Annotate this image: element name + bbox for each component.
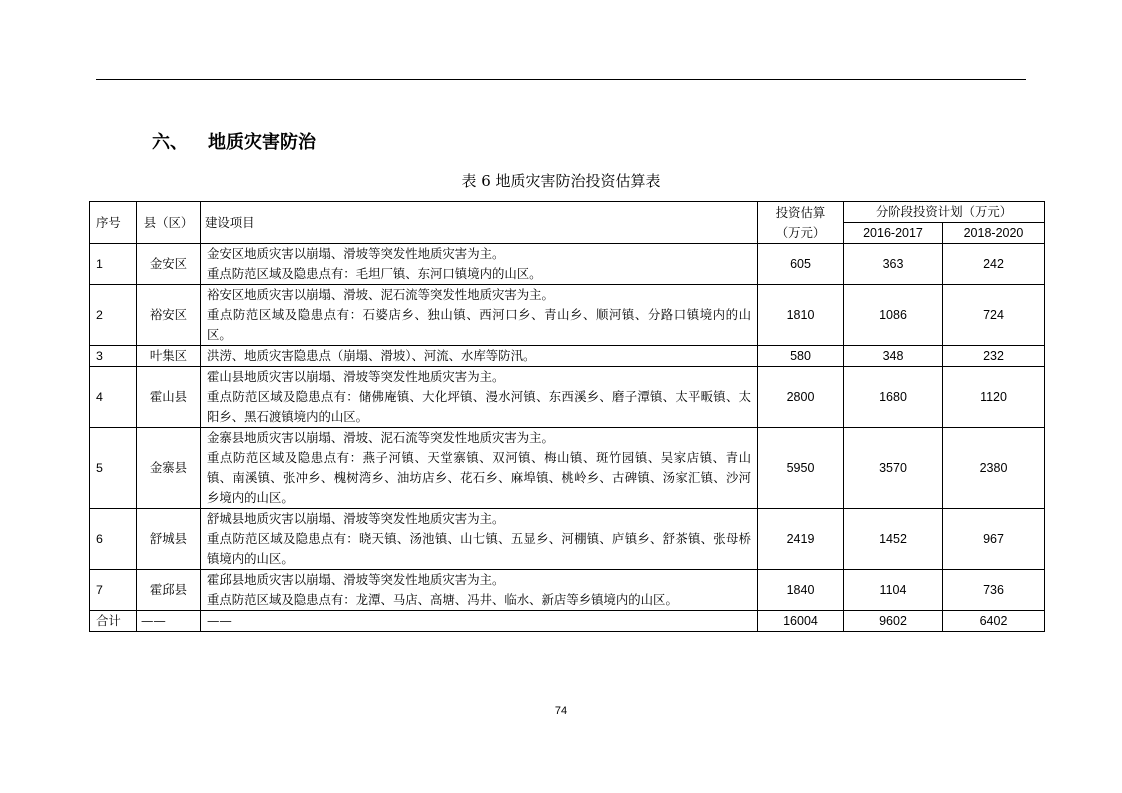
row-county: 裕安区 [137,285,201,346]
row-seq: 1 [90,244,137,285]
row-county: 霍山县 [137,367,201,428]
row-estimate: 1810 [758,285,844,346]
row-estimate: 2419 [758,509,844,570]
row-period-1: 348 [844,346,943,367]
row-project [201,509,758,570]
section-number: 六、 [152,132,188,153]
project-line: 重点防范区域及隐患点有：龙潭、马店、高塘、冯井、临水、新店等乡镇境内的山区。 [207,592,678,607]
project-line: 霍山县地质灾害以崩塌、滑坡等突发性地质灾害为主。 [207,369,505,384]
table-row [90,285,1045,346]
row-period-1: 363 [844,244,943,285]
row-county: 舒城县 [137,509,201,570]
header-county: 县（区） [137,202,201,244]
project-line: 重点防范区域及隐患点有：储佛庵镇、大化坪镇、漫水河镇、东西溪乡、磨子潭镇、太平畈镇、太阳乡、黑石渡镇境内的山区。 [207,389,751,424]
header-seq: 序号 [90,202,137,244]
header-project: 建设项目 [201,202,758,244]
row-project [201,367,758,428]
row-estimate: 5950 [758,428,844,509]
header-period-1: 2016-2017 [844,223,943,244]
project-line: 金安区地质灾害以崩塌、滑坡等突发性地质灾害为主。 [207,246,505,261]
row-county: 叶集区 [137,346,201,367]
header-estimate-line1: 投资估算 [775,204,826,220]
total-period-2: 6402 [943,611,1045,632]
row-period-2: 967 [943,509,1045,570]
row-estimate: 2800 [758,367,844,428]
total-label: 合计 [90,611,137,632]
row-seq: 5 [90,428,137,509]
total-row [90,611,1045,632]
row-estimate: 580 [758,346,844,367]
row-period-1: 1086 [844,285,943,346]
section-heading [152,128,316,156]
page-number: 74 [554,705,568,717]
row-project [201,428,758,509]
project-line: 重点防范区域及隐患点有：石婆店乡、独山镇、西河口乡、青山乡、顺河镇、分路口镇境内的山区。 [207,307,751,342]
project-line: 重点防范区域及隐患点有：燕子河镇、天堂寨镇、双河镇、梅山镇、斑竹园镇、吴家店镇、青山镇、南溪镇、张冲乡、槐树湾乡、油坊店乡、花石乡、麻埠镇、桃岭乡、古碑镇、汤家汇镇、沙河乡境内的山区。 [207,450,751,505]
project-line: 舒城县地质灾害以崩塌、滑坡等突发性地质灾害为主。 [207,511,505,526]
row-period-2: 724 [943,285,1045,346]
total-county: —— [137,611,201,632]
project-line: 重点防范区域及隐患点有：毛坦厂镇、东河口镇境内的山区。 [207,266,542,281]
header-period-2: 2018-2020 [943,223,1045,244]
row-seq: 2 [90,285,137,346]
total-estimate: 16004 [758,611,844,632]
row-seq: 6 [90,509,137,570]
project-line: 金寨县地质灾害以崩塌、滑坡、泥石流等突发性地质灾害为主。 [207,430,554,445]
table-row [90,570,1045,611]
table-row [90,346,1045,367]
project-line: 霍邱县地质灾害以崩塌、滑坡等突发性地质灾害为主。 [207,572,505,587]
row-period-2: 1120 [943,367,1045,428]
table-caption: 表 6 地质灾害防治投资估算表 [461,172,661,190]
header-estimate [758,202,844,244]
total-project: —— [201,611,758,632]
row-seq: 4 [90,367,137,428]
row-project [201,570,758,611]
table-row [90,244,1045,285]
row-project [201,285,758,346]
row-county: 金寨县 [137,428,201,509]
row-period-2: 232 [943,346,1045,367]
row-project [201,244,758,285]
row-period-1: 1680 [844,367,943,428]
header-phase-plan: 分阶段投资计划（万元） [844,202,1045,223]
row-county: 金安区 [137,244,201,285]
section-title: 地质灾害防治 [208,132,316,153]
header-rule [96,79,1026,80]
header-row-1 [90,202,1045,223]
row-period-1: 1452 [844,509,943,570]
row-seq: 3 [90,346,137,367]
total-period-1: 9602 [844,611,943,632]
table-row [90,509,1045,570]
row-period-1: 3570 [844,428,943,509]
row-period-2: 2380 [943,428,1045,509]
row-estimate: 1840 [758,570,844,611]
project-line: 裕安区地质灾害以崩塌、滑坡、泥石流等突发性地质灾害为主。 [207,287,554,302]
investment-table [89,201,1045,632]
row-period-1: 1104 [844,570,943,611]
row-county: 霍邱县 [137,570,201,611]
header-estimate-line2: （万元） [775,224,826,240]
row-estimate: 605 [758,244,844,285]
row-seq: 7 [90,570,137,611]
row-project [201,346,758,367]
row-period-2: 242 [943,244,1045,285]
row-period-2: 736 [943,570,1045,611]
project-line: 洪涝、地质灾害隐患点（崩塌、滑坡）、河流、水库等防汛。 [207,348,536,363]
table-row [90,428,1045,509]
project-line: 重点防范区域及隐患点有：晓天镇、汤池镇、山七镇、五显乡、河棚镇、庐镇乡、舒茶镇、张母桥镇境内的山区。 [207,531,751,566]
table-row [90,367,1045,428]
